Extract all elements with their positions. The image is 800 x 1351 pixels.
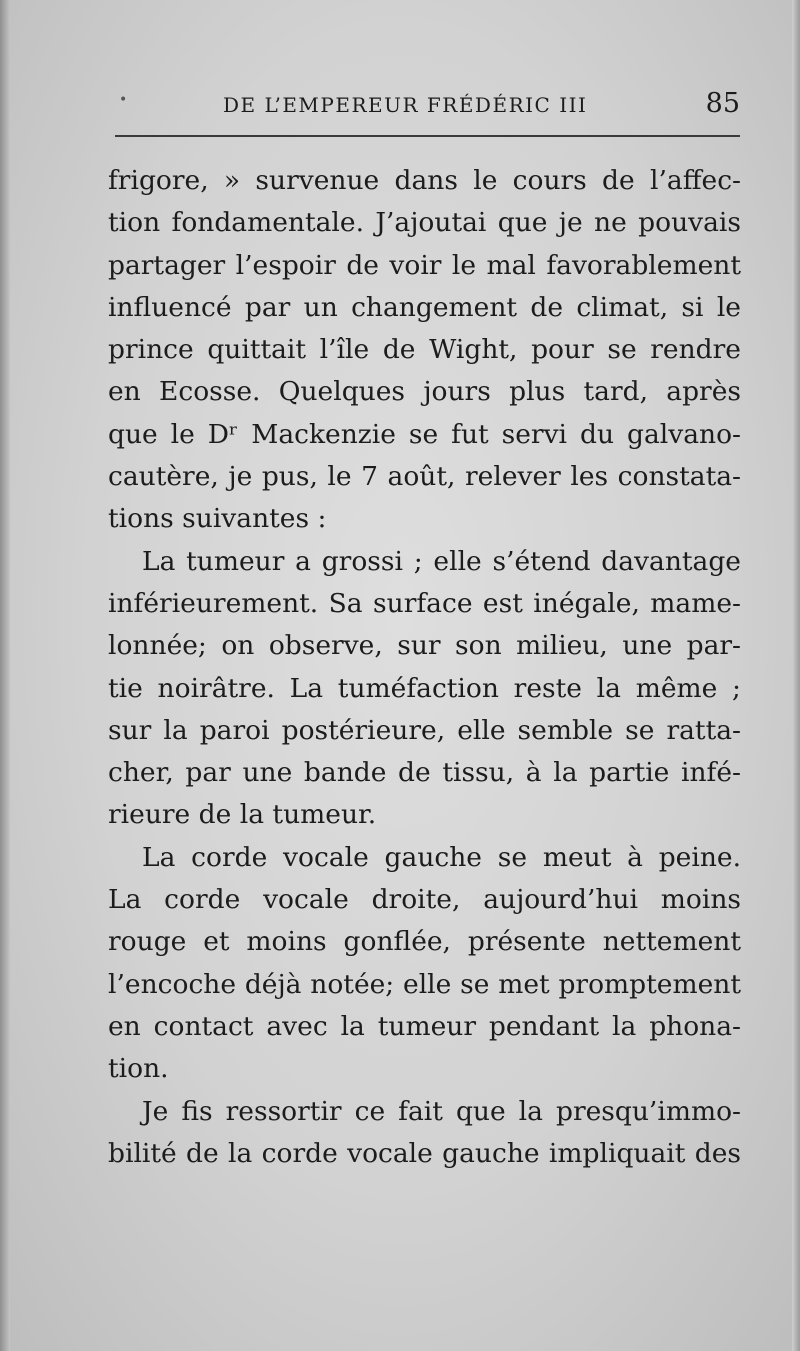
text-line: en Ecosse. Quelques jours plus tard, après — [108, 376, 741, 408]
text-line: tion. — [108, 1053, 169, 1085]
text-line: La corde vocale gauche se meut à peine. — [142, 841, 741, 873]
text-line: tions suivantes : — [108, 503, 327, 535]
text-line: La tumeur a grossi ; elle s’étend davantage — [142, 545, 741, 577]
text-line: en contact avec la tumeur pendant la phona- — [108, 1010, 741, 1042]
header-rule — [115, 135, 740, 137]
text-line: sur la paroi postérieure, elle semble se ratta- — [108, 714, 741, 746]
text-line: cautère, je pus, le 7 août, relever les constata- — [108, 461, 741, 493]
text-line: rieure de la tumeur. — [108, 799, 377, 831]
text-line: prince quittait l’île de Wight, pour se rendre — [108, 334, 741, 366]
text-line: influencé par un changement de climat, si le — [108, 291, 741, 323]
text-line: l’encoche déjà notée; elle se met promptement — [108, 968, 741, 1000]
page-right-edge-shadow — [792, 0, 800, 1351]
text-line: lonnée; on observe, sur son milieu, une par- — [108, 630, 741, 662]
text-line: tie noirâtre. La tuméfaction reste la même ; — [108, 672, 741, 704]
ornament-icon: • — [119, 92, 128, 108]
text-line: La corde vocale droite, aujourd’hui moins — [108, 884, 741, 916]
text-line: cher, par une bande de tissu, à la partie infé- — [108, 757, 741, 789]
page-left-edge-shadow — [0, 0, 10, 1351]
text-line: Je fis ressortir ce fait que la presqu’immo- — [142, 1095, 741, 1127]
body-text — [108, 160, 741, 1175]
text-line: que le Dʳ Mackenzie se fut servi du galvano- — [108, 418, 741, 450]
text-line: partager l’espoir de voir le mal favorablement — [108, 249, 741, 281]
page-number: 85 — [705, 88, 740, 119]
running-title: DE L’EMPEREUR FRÉDÉRIC III — [223, 93, 588, 117]
text-line: frigore, » survenue dans le cours de l’affec- — [108, 165, 741, 196]
text-line: tion fondamentale. J’ajoutai que je ne pouvais — [108, 207, 741, 239]
text-line: inférieurement. Sa surface est inégale, mame- — [108, 587, 741, 619]
text-line: rouge et moins gonflée, présente nettement — [108, 926, 741, 958]
text-line: bilité de la corde vocale gauche impliquait des — [108, 1137, 741, 1169]
running-head — [115, 86, 740, 126]
